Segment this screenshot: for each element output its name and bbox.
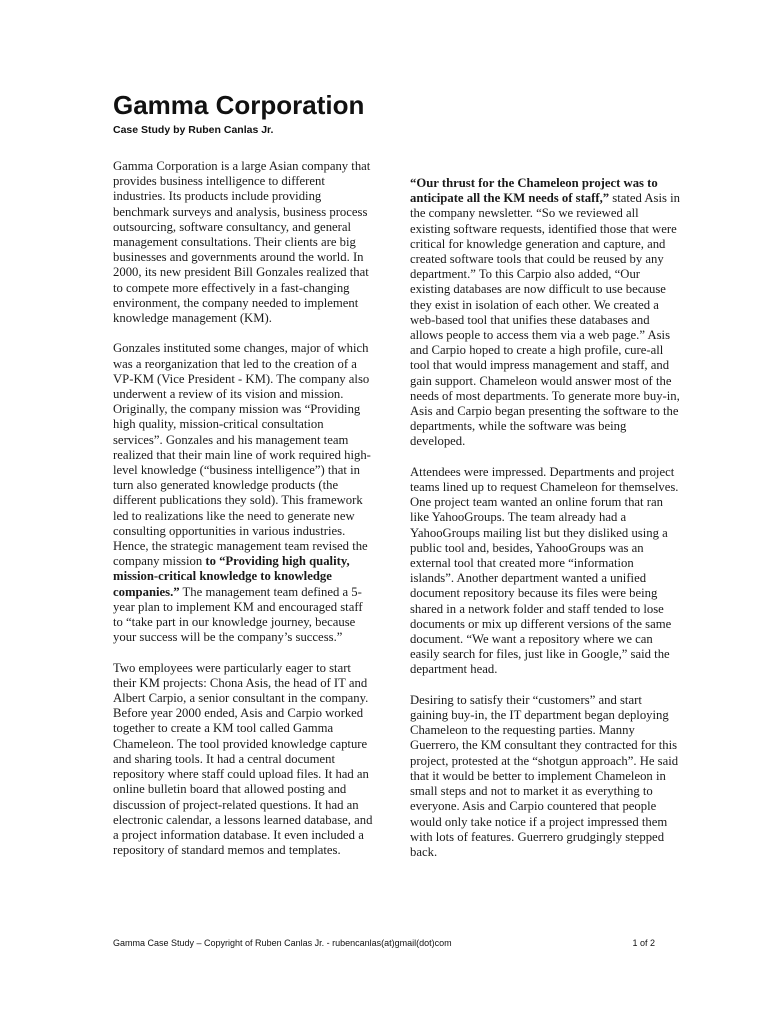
quote-after: stated Asis in the company newsletter. “So we reviewed all existing software requests, identified those that were critical for knowledge generation and capture, and created software tools that could be reused by any department.” To this Carpio also added, “Our existing databases are now difficult to use because they exist in isolation of each other. We created a web-based tool that unifies these databases and allows people to access them via a web page.” Asis and Carpio hoped to create a high profile, cure-all tool that would impress management and staff, and gain support. Chameleon would answer most of the needs of most departments. To generate more buy-in, Asis and Carpio began presenting the software to the departments, while the software was being developed.	[410, 191, 680, 449]
right-column	[410, 176, 680, 860]
mission-text-after: The management team defined a 5-year plan to implement KM and encouraged staff to “take part in our knowledge journey, because your success will be the company’s success.”	[113, 584, 363, 645]
paragraph-mission	[113, 341, 375, 645]
mission-text-before: Gonzales instituted some changes, major of which was a reorganization that led to the creation of a VP-KM (Vice President - KM). The company also underwent a review of its vision and mission. Originally, the company mission was “Providing high quality, mission-critical consultation services”. Gonzales and his management team realized that their main line of work required high-level knowledge (“business intelligence”) that in turn also generated knowledge products (the different publications they sold). This framework led to realizations like the need to generate new consulting opportunities in various industries. Hence, the strategic management team revised the company mission	[113, 341, 371, 569]
page-title: Gamma Corporation	[113, 90, 365, 120]
footer-copyright: Gamma Case Study – Copyright of Ruben Canlas Jr. - rubencanlas(at)gmail(dot)com	[113, 938, 452, 948]
mission-text-bold: to “Providing high quality, mission-critical knowledge to knowledge companies.”	[113, 554, 350, 599]
paragraph-chameleon-tool: Two employees were particularly eager to start their KM projects: Chona Asis, the head of IT and Albert Carpio, a senior consultant in the company. Before year 2000 ended, Asis and Carpio worked together to create a KM tool called Gamma Chameleon. The tool provided knowledge capture and sharing tools. It had a central document repository where staff could upload files. It had an online bulletin board that allowed posting and discussion of project-related questions. It had an electronic calendar, a lessons learned database, and a project information database. It even included a repository of standard memos and templates.	[113, 660, 373, 858]
quote-bold: “Our thrust for the Chameleon project was to anticipate all the KM needs of staff,”	[410, 176, 658, 206]
paragraph-attendees: Attendees were impressed. Departments and project teams lined up to request Chameleon for themselves. One project team wanted an online forum that ran like YahooGroups. The team already had a YahooGroups mailing list but they disliked using a public tool and, besides, YahooGroups was an external tool that created more “information islands”. Another department wanted a unified document repository because its files were being shared in a network folder and staff tended to lose documents or mix up different versions of the same document. “We want a repository where we can easily search for files, just like in Google,” said the department head.	[410, 464, 679, 677]
left-column	[113, 159, 375, 858]
page-number: 1 of 2	[632, 938, 655, 948]
paragraph-deployment: Desiring to satisfy their “customers” and start gaining buy-in, the IT department began deploying Chameleon to the requesting parties. Manny Guerrero, the KM consultant they contracted for this project, protested at the “shotgun approach”. He said that it would be better to implement Chameleon in small steps and not to market it as everything to everyone. Asis and Carpio countered that people would only take notice if a project impressed them with lots of features. Guerrero grudgingly stepped back.	[410, 692, 679, 859]
subtitle: Case Study by Ruben Canlas Jr.	[113, 124, 274, 136]
paragraph-intro: Gamma Corporation is a large Asian company that provides business intelligence to different industries. Its products include providing benchmark surveys and analysis, business process outsourcing, software consultancy, and general management consultations. Their clients are big businesses and governments around the world. In 2000, its new president Bill Gonzales realized that to compete more effectively in a fast-changing environment, the company needed to implement knowledge management (KM).	[113, 159, 371, 326]
paragraph-thrust	[410, 176, 680, 450]
